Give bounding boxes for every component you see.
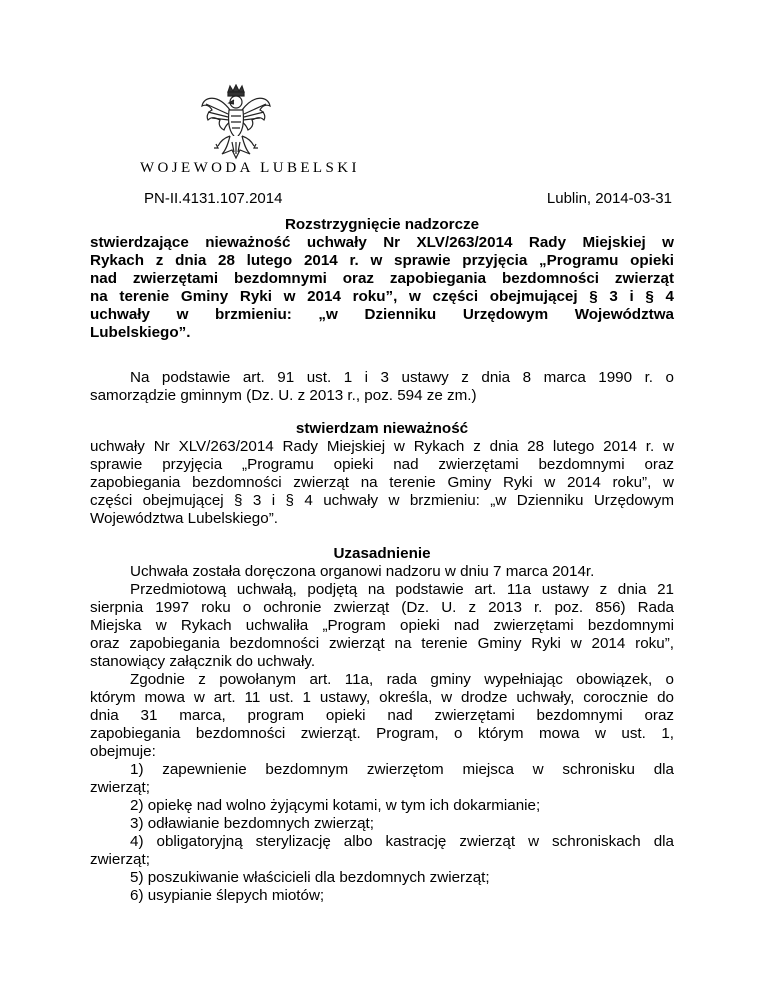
list-item-continuation: zwierząt; xyxy=(90,779,150,796)
justification-line: obejmuje: xyxy=(90,743,156,760)
justification-line: którym mowa w art. 11 ust. 1 ustawy, określa, w drodze uchwały, corocznie do xyxy=(90,689,674,706)
list-item: 3) odławianie bezdomnych zwierząt; xyxy=(130,815,374,832)
list-item: 5) poszukiwanie właścicieli dla bezdomnych zwierząt; xyxy=(130,869,490,886)
decision-line: uchwały Nr XLV/263/2014 Rady Miejskiej w Rykach z dnia 28 lutego 2014 r. w xyxy=(90,438,674,455)
decision-line: sprawie przyjęcia „Programu opieki nad zwierzętami bezdomnymi oraz xyxy=(90,456,674,473)
title-block xyxy=(90,216,674,342)
decision-block xyxy=(90,420,674,528)
basis-line: Na podstawie art. 91 ust. 1 i 3 ustawy z dnia 8 marca 1990 r. o xyxy=(130,369,674,386)
reference-number: PN-II.4131.107.2014 xyxy=(144,190,283,207)
justification-line: zapobiegania bezdomności zwierząt. Program, o którym mowa w ust. 1, xyxy=(90,725,674,742)
justification-line: stanowiący załącznik do uchwały. xyxy=(90,653,316,670)
title-line: stwierdzające nieważność uchwały Nr XLV/263/2014 Rady Miejskiej w xyxy=(90,234,674,251)
title-line: Lubelskiego”. xyxy=(90,324,191,341)
list-item: 6) usypianie ślepych miotów; xyxy=(130,887,325,904)
justification-heading: Uzasadnienie xyxy=(333,545,431,562)
place-date: Lublin, 2014-03-31 xyxy=(546,190,672,207)
list-item: 2) opiekę nad wolno żyjącymi kotami, w tym ich dokarmianie; xyxy=(130,797,541,814)
decision-line: części obejmującej § 3 i § 4 uchwały w brzmieniu: „w Dzienniku Urzędowym xyxy=(90,492,674,509)
justification-block xyxy=(90,545,674,905)
list-item: 1) zapewnienie bezdomnym zwierzętom miejsca w schronisku dla xyxy=(130,761,674,778)
justification-line: sierpnia 1997 roku o ochronie zwierząt (Dz. U. z 2013 r. poz. 856) Rada xyxy=(90,599,674,616)
justification-line: dnia 31 marca, program opieki nad zwierzętami bezdomnymi oraz xyxy=(90,707,674,724)
title-line: uchwały w brzmieniu: „w Dzienniku Urzędowym Województwa xyxy=(90,306,674,323)
justification-line: Miejska w Rykach uchwaliła „Program opieki nad zwierzętami bezdomnymi xyxy=(90,617,674,634)
justification-line: oraz zapobiegania bezdomności zwierząt na terenie Gminy Ryki w 2014 roku”, xyxy=(90,635,674,652)
title-line: na terenie Gminy Ryki w 2014 roku”, w części obejmującej § 3 i § 4 xyxy=(90,288,674,305)
decision-line: zapobiegania bezdomności zwierząt na terenie Gminy Ryki w 2014 roku”, w xyxy=(90,474,674,491)
justification-line: Przedmiotową uchwałą, podjętą na podstawie art. 11a ustawy z dnia 21 xyxy=(130,581,674,598)
title-line: nad zwierzętami bezdomnymi oraz zapobiegania bezdomności zwierząt xyxy=(90,270,674,287)
title-line: Rykach z dnia 28 lutego 2014 r. w sprawie przyjęcia „Programu opieki xyxy=(90,252,674,269)
authority-name: WOJEWODA LUBELSKI xyxy=(140,160,360,176)
basis-line: samorządzie gminnym (Dz. U. z 2013 r., poz. 594 ze zm.) xyxy=(90,387,477,404)
list-item: 4) obligatoryjną sterylizację albo kastrację zwierząt w schroniskach dla xyxy=(130,833,674,850)
decision-line: Województwa Lubelskiego”. xyxy=(90,510,278,527)
decision-heading: stwierdzam nieważność xyxy=(295,420,469,437)
list-item-continuation: zwierząt; xyxy=(90,851,150,868)
justification-line: Uchwała została doręczona organowi nadzoru w dniu 7 marca 2014r. xyxy=(130,563,595,580)
legal-basis xyxy=(90,369,674,405)
justification-line: Zgodnie z powołanym art. 11a, rada gminy wypełniając obowiązek, o xyxy=(130,671,674,688)
title-heading: Rozstrzygnięcie nadzorcze xyxy=(284,216,480,233)
polish-eagle-emblem xyxy=(198,84,274,162)
